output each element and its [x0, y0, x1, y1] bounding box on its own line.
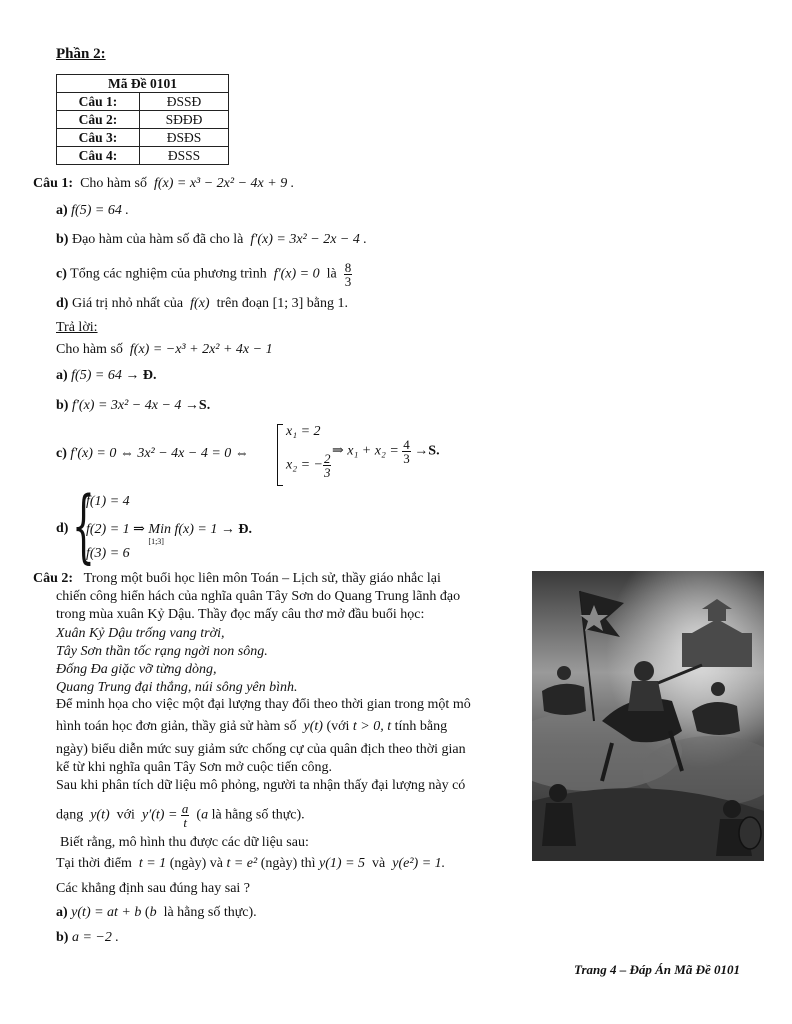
table-row	[57, 129, 229, 147]
q2-intro-1: Câu 2: Trong một buổi học liên môn Toán – Lịch sử, thầy giáo nhắc lại	[33, 571, 441, 586]
q1-statement-c: c) Tổng các nghiệm của phương trình f′(x) = 0 là $\frac{8}{3}$	[56, 260, 352, 289]
page-footer: Trang 4 – Đáp Án Mã Đề 0101	[574, 962, 741, 977]
table-cell: Câu 1:	[57, 93, 140, 111]
q1-statement-a: a) f(5) = 64 .	[56, 203, 129, 218]
poem-line: Tây Sơn thần tốc rạng ngời non sông.	[56, 644, 268, 659]
q1-solution-stem: Cho hàm số f(x) = −x³ + 2x² + 4x − 1	[56, 342, 273, 357]
q2-body-1: Để minh họa cho việc một đại lượng thay đổi theo thời gian trong một mô	[56, 697, 471, 712]
poem-line: Quang Trung đại thắng, núi sông yên bình.	[56, 680, 298, 695]
q2-body-7: Biết rằng, mô hình thu được các dữ liệu sau:	[60, 835, 309, 850]
answer-heading: Trả lời:	[56, 320, 98, 335]
q1-solution-a: a) f(5) = 64 → Đ.	[56, 368, 157, 383]
q1-solution-d-line1: f(1) = 4	[86, 494, 130, 509]
table-cell: Câu 4:	[57, 147, 140, 165]
table-cell: Câu 2:	[57, 111, 140, 129]
q1-solution-c-root2: x₂ = − $\frac{2}{3}$	[286, 451, 331, 480]
q1-stem: Câu 1: Cho hàm số f(x) = x³ − 2x² − 4x + 9 .	[33, 176, 295, 191]
q2-body-5: Sau khi phân tích dữ liệu mô phỏng, người ta nhận thấy đại lượng này có	[56, 778, 466, 793]
q2-body-6: dạng y(t) với y′(t) = $\frac{a}{t}$ (a là hằng số thực).	[56, 801, 305, 830]
system-brace: {	[72, 479, 95, 572]
table-cell: SĐĐĐ	[140, 111, 229, 129]
q2-intro-2: chiến công hiển hách của nghĩa quân Tây Sơn do Quang Trung lãnh đạo	[56, 589, 461, 604]
q1-solution-c-root1: x₁ = 2	[286, 424, 321, 439]
q2-body-2: hình toán học đơn giản, thầy giả sử hàm số y(t) (với t > 0, t tính bằng	[56, 719, 448, 734]
q1-solution-b: b) f′(x) = 3x² − 4x − 4 →S.	[56, 398, 211, 413]
answer-table-title: Mã Đề 0101	[57, 75, 229, 93]
poem-line: Đống Đa giặc vỡ từng dòng,	[56, 662, 217, 677]
table-cell: Câu 3:	[57, 129, 140, 147]
q1-solution-c: c) f′(x) = 0 ⇔ 3x² − 4x − 4 = 0 ⇔	[56, 446, 249, 461]
table-cell: ĐSSĐ	[140, 93, 229, 111]
q2-body-8: Tại thời điểm t = 1 (ngày) và t = e² (ngày) thì y(1) = 5 và y(e²) = 1.	[56, 856, 446, 871]
q1-solution-c-sum: ⇒ x₁ + x₂ = $\frac{4}{3}$ →S.	[332, 437, 440, 466]
table-row	[57, 111, 229, 129]
q1-solution-d-line3: f(3) = 6	[86, 546, 130, 561]
fraction-denominator: 3	[344, 274, 352, 289]
q1-statement-d: d) Giá trị nhỏ nhất của f(x) trên đoạn [1; 3] bằng 1.	[56, 296, 348, 311]
q2-statement-a: a) y(t) = at + b (b là hằng số thực).	[56, 905, 257, 920]
table-row	[57, 93, 229, 111]
q2-body-3: ngày) biểu diễn mức suy giảm sức chống cự của quân địch theo thời gian	[56, 742, 466, 757]
q1-solution-d-label: d)	[56, 521, 69, 536]
q2-statement-b: b) a = −2 .	[56, 930, 119, 945]
q1-statement-b: b) Đạo hàm của hàm số đã cho là f′(x) = 3x² − 2x − 4 .	[56, 232, 367, 247]
poem-line: Xuân Kỷ Dậu trống vang trời,	[56, 626, 225, 641]
q2-body-9: Các khẳng định sau đúng hay sai ?	[56, 881, 251, 896]
fraction-numerator: 8	[344, 260, 352, 275]
q2-body-4: kể từ khi nghĩa quân Tây Sơn mở cuộc tiến công.	[56, 760, 333, 775]
table-cell: ĐSSS	[140, 147, 229, 165]
q2-intro-3: trong mùa xuân Kỷ Dậu. Thầy đọc mấy câu thơ mở đầu buổi học:	[56, 607, 425, 622]
answer-table	[56, 74, 229, 165]
system-bracket	[277, 424, 283, 486]
part-title: Phần 2:	[56, 46, 106, 62]
battle-illustration	[532, 571, 764, 861]
table-row	[57, 147, 229, 165]
table-cell: ĐSĐS	[140, 129, 229, 147]
q1-solution-d-line2: f(2) = 1 ⇒ Min [1;3] f(x) = 1 → Đ.	[86, 522, 252, 546]
